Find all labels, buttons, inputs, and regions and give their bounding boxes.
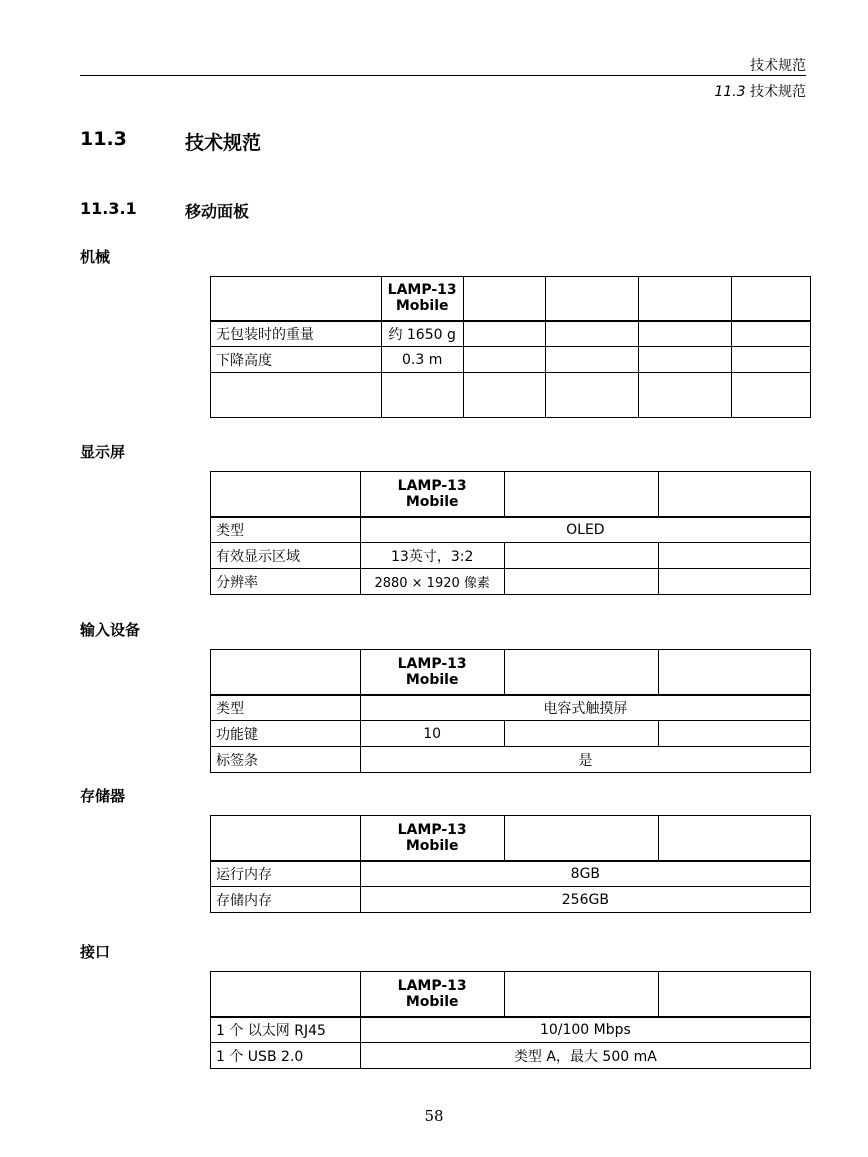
table-cell: [732, 373, 811, 418]
table-cell: [546, 277, 639, 321]
table-row: [211, 321, 811, 347]
table-cell: [639, 321, 732, 347]
table-cell: [659, 472, 811, 517]
table-cell: [732, 277, 811, 321]
row-value: 8GB: [360, 861, 810, 887]
storage-heading: 存储器: [80, 787, 126, 805]
model-name: LAMP-13: [397, 821, 467, 838]
row-label: 类型: [211, 517, 361, 543]
table-row: [211, 747, 811, 773]
table-row: [211, 1017, 811, 1043]
table-cell: [659, 569, 811, 595]
table-cell: [504, 543, 659, 569]
table-row: [211, 543, 811, 569]
table-row: [211, 861, 811, 887]
section-heading: [80, 128, 262, 154]
running-header-number: 11.3: [714, 84, 746, 100]
table-cell: [659, 721, 811, 747]
table-header-row: [211, 472, 811, 517]
table-cell: [381, 373, 463, 418]
table-cell: [211, 277, 382, 321]
row-label: 类型: [211, 695, 361, 721]
table-header-row: [211, 650, 811, 695]
table-row: [211, 887, 811, 913]
input-heading: 输入设备: [80, 621, 141, 639]
model-header: [381, 277, 463, 321]
table-row: [211, 347, 811, 373]
table-cell: [732, 321, 811, 347]
row-value: 13英寸，3:2: [360, 543, 504, 569]
display-table: [210, 471, 811, 595]
table-header-row: [211, 816, 811, 861]
row-label: 下降高度: [211, 347, 382, 373]
mechanical-table: [210, 276, 811, 418]
table-row: [211, 695, 811, 721]
row-value: 10: [360, 721, 504, 747]
table-cell: [463, 277, 546, 321]
model-header: [360, 472, 504, 517]
table-cell: [639, 373, 732, 418]
table-cell: [659, 972, 811, 1017]
interface-heading: 接口: [80, 943, 111, 961]
running-header-subtitle: [714, 81, 806, 101]
table-cell: [659, 543, 811, 569]
row-label: 分辨率: [211, 569, 361, 595]
running-header-section: 技术规范: [750, 84, 806, 100]
mechanical-heading: 机械: [80, 248, 111, 266]
row-label: 1 个 USB 2.0: [211, 1043, 361, 1069]
table-cell: [639, 347, 732, 373]
table-cell: [504, 721, 659, 747]
storage-table: [210, 815, 811, 913]
table-cell: [504, 816, 659, 861]
row-label: 运行内存: [211, 861, 361, 887]
row-value: 类型 A，最大 500 mA: [360, 1043, 810, 1069]
table-cell: [463, 321, 546, 347]
page-number: 58: [424, 1107, 444, 1125]
model-variant: Mobile: [405, 493, 459, 510]
table-cell: [211, 373, 382, 418]
row-label: 功能键: [211, 721, 361, 747]
table-cell: [211, 472, 361, 517]
subsection-title: 移动面板: [185, 202, 250, 221]
model-variant: Mobile: [405, 993, 459, 1010]
subsection-number: 11.3.1: [80, 199, 137, 218]
row-value: 0.3 m: [381, 347, 463, 373]
model-variant: Mobile: [395, 298, 449, 315]
table-cell: [659, 650, 811, 695]
table-cell: [211, 816, 361, 861]
table-row: [211, 517, 811, 543]
row-value: 2880 × 1920 像素: [360, 569, 504, 595]
table-cell: [211, 650, 361, 695]
model-name: LAMP-13: [387, 282, 457, 299]
row-value: OLED: [360, 517, 810, 543]
section-number: 11.3: [80, 128, 127, 150]
running-header-title: 技术规范: [750, 58, 806, 74]
table-cell: [504, 569, 659, 595]
model-name: LAMP-13: [397, 977, 467, 994]
table-header-row: [211, 277, 811, 321]
row-value: 是: [360, 747, 810, 773]
table-cell: [504, 972, 659, 1017]
row-label: 1 个 以太网 RJ45: [211, 1017, 361, 1043]
table-cell: [504, 650, 659, 695]
header-rule: [80, 75, 806, 76]
model-header: [360, 650, 504, 695]
model-variant: Mobile: [405, 671, 459, 688]
row-label: 标签条: [211, 747, 361, 773]
row-label: 有效显示区域: [211, 543, 361, 569]
table-cell: [504, 472, 659, 517]
table-row: [211, 1043, 811, 1069]
table-cell: [546, 321, 639, 347]
table-cell: [659, 816, 811, 861]
section-title: 技术规范: [185, 132, 262, 154]
model-header: [360, 972, 504, 1017]
display-heading: 显示屏: [80, 443, 126, 461]
model-name: LAMP-13: [397, 477, 467, 494]
model-header: [360, 816, 504, 861]
model-name: LAMP-13: [397, 655, 467, 672]
table-row: [211, 721, 811, 747]
model-variant: Mobile: [405, 837, 459, 854]
table-cell: [463, 373, 546, 418]
table-header-row: [211, 972, 811, 1017]
row-value: 10/100 Mbps: [360, 1017, 810, 1043]
row-label: 存储内存: [211, 887, 361, 913]
interface-table: [210, 971, 811, 1069]
table-cell: [546, 347, 639, 373]
row-value: 约 1650 g: [381, 321, 463, 347]
table-cell: [732, 347, 811, 373]
table-cell: [463, 347, 546, 373]
table-row: [211, 569, 811, 595]
table-cell: [639, 277, 732, 321]
row-label: 无包装时的重量: [211, 321, 382, 347]
table-row: [211, 373, 811, 418]
row-value: 电容式触摸屏: [360, 695, 810, 721]
table-cell: [211, 972, 361, 1017]
input-table: [210, 649, 811, 773]
subsection-heading: [80, 199, 250, 221]
table-cell: [546, 373, 639, 418]
row-value: 256GB: [360, 887, 810, 913]
